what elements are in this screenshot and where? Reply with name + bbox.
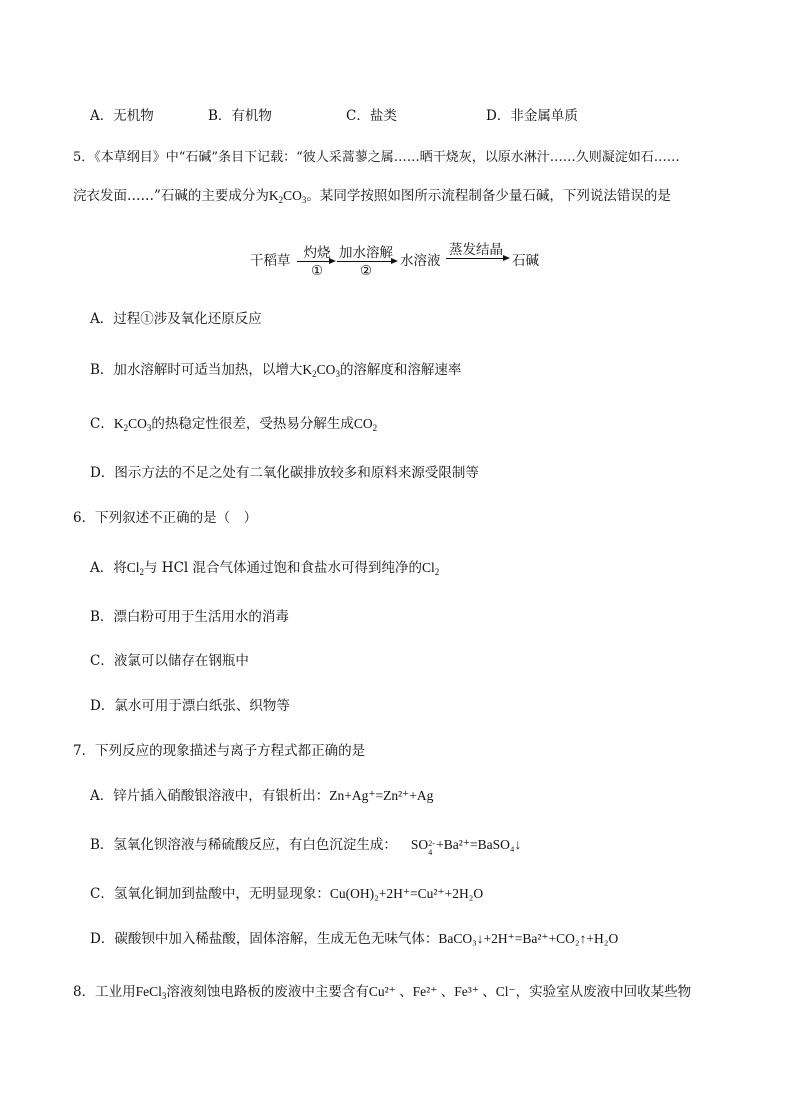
q8-ions: Cu²⁺ 、Fe²⁺ 、Fe³⁺ 、Cl⁻ — [368, 984, 516, 999]
q5-formula-k2co3: $K_2CO_3$ — [302, 362, 340, 379]
flow-node-straw: 干稻草 — [250, 253, 291, 269]
flow-arrow3-head — [503, 255, 510, 261]
q7-equation-c: Cu(OH)₂+2H⁺=Cu²⁺+2H₂O — [329, 886, 484, 901]
flow-arrow1 — [297, 261, 329, 262]
q5-stem-text: 浣衣发面……”石碱的主要成分为 — [73, 188, 269, 204]
q5-option-c: C．$K_2CO_3$的热稳定性很差，受热易分解生成$CO_2$ — [90, 416, 378, 433]
q5-stem-text-end: 。某同学按照如图所示流程制备少量石碱，下列说法错误的是 — [306, 188, 671, 204]
q7-equation-a: Zn+Ag⁺=Zn²⁺+Ag — [329, 788, 434, 803]
flow-node-solution: 水溶液 — [400, 253, 441, 269]
q5-stem-line2 — [73, 186, 671, 210]
q6-option-a: A．将$Cl_2$与 HCl 混合气体通过饱和食盐水可得到纯净的$Cl_2$ — [90, 560, 440, 577]
formula-co2: $CO_2$ — [353, 416, 378, 433]
q4-option-d: D．非金属单质 — [486, 108, 578, 124]
formula-cl2: $Cl_2$ — [126, 560, 145, 577]
q4-option-a: A．无机物 — [90, 108, 154, 124]
q5-stem-line1: 5．《本草纲目》中“石碱”条目下记载：“彼人采蒿蓼之属……晒干烧灰，以原水淋汁……久则凝淀如石…… — [73, 150, 680, 165]
q5-formula-k2co3: $K_2CO_3$ — [113, 416, 152, 433]
flow-arrow3-label: 蒸发结晶 — [449, 242, 503, 258]
flow-arrow1-step: ① — [310, 263, 324, 279]
q5-option-b: B．加水溶解时可适当加热，以增大$K_2CO_3$的溶解度和溶解速率 — [90, 362, 462, 379]
q6-option-b: B．漂白粉可用于生活用水的消毒 — [90, 609, 289, 625]
q5-formula-k2co3: $K_2CO_3$ — [268, 188, 307, 205]
q4-option-b: B．有机物 — [208, 108, 272, 124]
flow-arrow2-label: 加水溶解 — [339, 245, 393, 261]
flow-arrow3 — [446, 258, 503, 259]
q6-option-c: C．液氯可以储存在钢瓶中 — [90, 653, 249, 669]
formula-fecl3: FeCl$_3$ — [135, 984, 167, 1001]
flow-arrow2-step: ② — [359, 263, 373, 279]
q7-option-d: D．碳酸钡中加入稀盐酸，固体溶解，生成无色无味气体：BaCO₃↓+2H⁺=Ba²⁺+CO₂↑+H₂O — [90, 931, 619, 947]
q7-option-c: C．氢氧化铜加到盐酸中，无明显现象：Cu(OH)₂+2H⁺=Cu²⁺+2H₂O — [90, 886, 484, 902]
flow-node-shijian: 石碱 — [512, 253, 539, 269]
flow-arrow2 — [337, 261, 391, 262]
formula-sulfate: SO 2- 4 — [410, 837, 435, 857]
q8-stem: 8．工业用FeCl$_3$溶液刻蚀电路板的废液中主要含有Cu²⁺ 、Fe²⁺ 、Fe³⁺ 、Cl⁻，实验室从废液中回收某些物 — [73, 984, 692, 1001]
q7-option-b: B．氢氧化钡溶液与稀硫酸反应，有白色沉淀生成： SO 2- 4 +Ba²⁺=BaSO₄↓ — [90, 837, 522, 857]
q7-option-a: A．锌片插入硝酸银溶液中，有银析出：Zn+Ag⁺=Zn²⁺+Ag — [90, 788, 434, 804]
flow-arrow1-label: 灼烧 — [303, 245, 331, 261]
formula-cl2: $Cl_2$ — [422, 560, 440, 577]
q6-option-d: D．氯水可用于漂白纸张、织物等 — [90, 698, 290, 714]
q6-stem: 6．下列叙述不正确的是（ ） — [73, 510, 258, 526]
q7-equation-b: +Ba²⁺=BaSO₄↓ — [436, 837, 522, 852]
q7-equation-d: BaCO₃↓+2H⁺=Ba²⁺+CO₂↑+H₂O — [438, 931, 619, 946]
q4-option-c: C．盐类 — [346, 108, 397, 124]
q5-option-d: D．图示方法的不足之处有二氧化碳排放较多和原料来源受限制等 — [90, 465, 479, 481]
q5-option-a: A．过程①涉及氧化还原反应 — [90, 311, 262, 327]
q7-stem: 7．下列反应的现象描述与离子方程式都正确的是 — [73, 743, 366, 759]
